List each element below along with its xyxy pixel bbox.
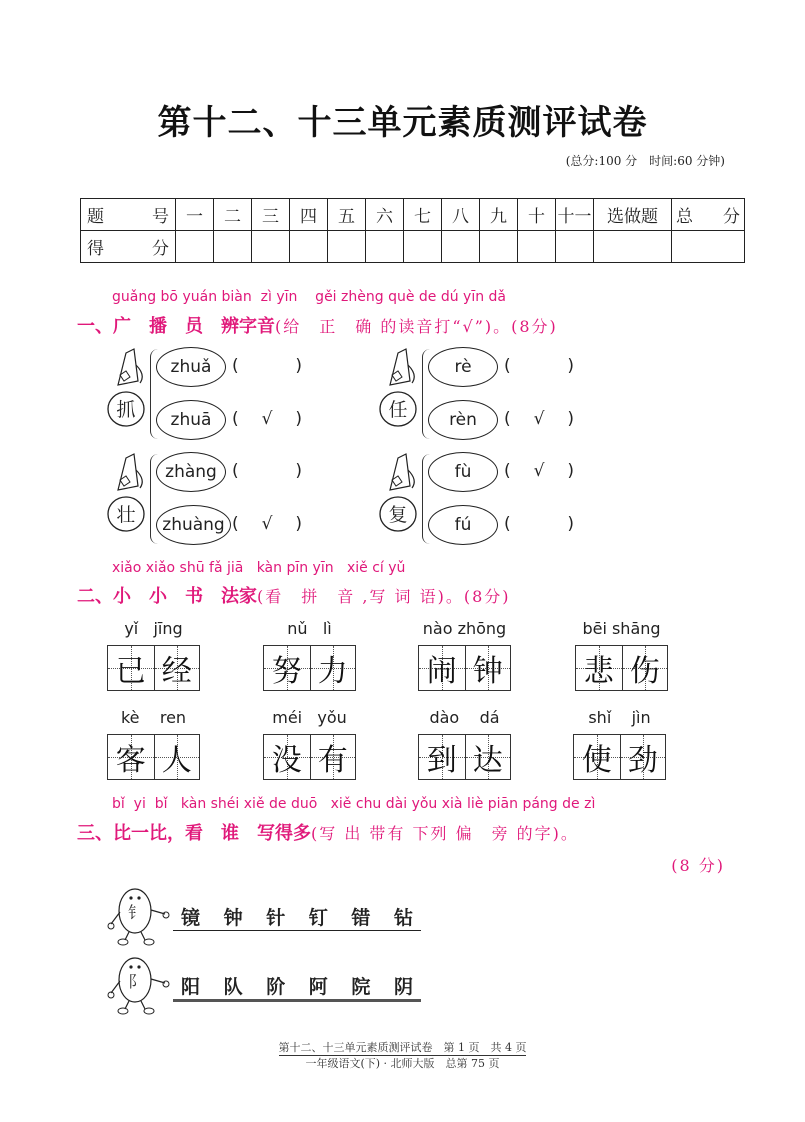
pronunciation-group (376, 345, 576, 445)
score-cell[interactable] (214, 231, 252, 263)
section1-heading (77, 312, 558, 338)
pronunciation-group (104, 450, 304, 550)
pronunciation-group (376, 450, 576, 550)
col-3: 三 (252, 199, 290, 231)
word-pinyin: nǔ lì (287, 619, 332, 638)
section2-pinyin: xiǎo xiǎo shū fǎ jiā kàn pīn yīn xiě cí yǔ (112, 560, 406, 576)
pronunciation-group (104, 345, 304, 445)
writing-grid[interactable]: 努 力 (263, 645, 356, 691)
loudspeaker-icon (376, 450, 424, 540)
word-pinyin: bēi shāng (582, 619, 661, 638)
pinyin-option: zhuǎ (156, 347, 226, 387)
score-cell[interactable] (366, 231, 404, 263)
svg-text:阝: 阝 (127, 972, 145, 991)
score-cell[interactable] (404, 231, 442, 263)
writing-grid[interactable]: 没 有 (263, 734, 356, 780)
score-cell[interactable] (442, 231, 480, 263)
svg-text:任: 任 (388, 399, 408, 421)
word-pinyin: kè ren (120, 708, 187, 727)
score-cell[interactable] (328, 231, 366, 263)
answer-blank[interactable]: ( ) (504, 356, 574, 376)
page-title: 第十二、十三单元素质测评试卷 (157, 103, 648, 143)
col-4: 四 (290, 199, 328, 231)
writing-grid[interactable]: 客 人 (107, 734, 200, 780)
section2-label: 二、小 小 书 法家 (77, 586, 257, 607)
section1-label: 一、广 播 员 辨字音 (77, 316, 275, 337)
score-cell[interactable] (290, 231, 328, 263)
pinyin-option: zhàng (156, 452, 226, 492)
score-cell[interactable] (480, 231, 518, 263)
writing-grid[interactable]: 闹 钟 (418, 645, 511, 691)
col-8: 八 (442, 199, 480, 231)
loudspeaker-icon (104, 345, 152, 435)
writing-grid[interactable]: 已 经 (107, 645, 200, 691)
answer-blank[interactable]: ( √ ) (504, 461, 574, 481)
word-pinyin: nào zhōng (422, 619, 507, 638)
footer-book-info: 一年级语文(下) · 北师大版 总第 75 页 (305, 1057, 500, 1070)
answer-blank[interactable]: ( √ ) (232, 409, 302, 429)
pinyin-option: fú (428, 505, 498, 545)
svg-text:抓: 抓 (116, 399, 136, 421)
word-pinyin: méi yǒu (272, 708, 347, 727)
score-label: 得 分 (81, 231, 176, 263)
answer-blank[interactable]: ( ) (232, 356, 302, 376)
section2-instruction: (看 拼 音 ,写 词 语)。(8分) (257, 587, 511, 606)
score-cell[interactable] (176, 231, 214, 263)
pinyin-option: rè (428, 347, 498, 387)
section2-heading (77, 582, 511, 608)
score-cell[interactable] (518, 231, 556, 263)
pinyin-option: zhuā (156, 400, 226, 440)
pinyin-option: fù (428, 452, 498, 492)
col-total: 总 分 (672, 199, 745, 231)
answer-blank[interactable]: ( √ ) (504, 409, 574, 429)
score-table-header-row (81, 199, 745, 231)
footer-page-info: 第十二、十三单元素质测评试卷 第 1 页 共 4 页 (278, 1041, 527, 1054)
writing-grid[interactable]: 使 劲 (573, 734, 666, 780)
col-11: 十一 (556, 199, 594, 231)
col-9: 九 (480, 199, 518, 231)
loudspeaker-icon (376, 345, 424, 435)
section1-instruction: (给 正 确 的读音打“√”)。(8分) (275, 317, 558, 336)
col-2: 二 (214, 199, 252, 231)
radical-answer-row[interactable]: 阳 队 阶 阿 院 阴 (173, 972, 421, 1002)
score-cell[interactable] (252, 231, 290, 263)
word-pinyin: yǐ jīng (124, 619, 183, 638)
col-6: 六 (366, 199, 404, 231)
loudspeaker-icon (104, 450, 152, 540)
section3-label: 三、比一比，看 谁 写得多 (77, 823, 311, 844)
score-table-score-row (81, 231, 745, 263)
col-optional: 选做题 (594, 199, 672, 231)
word-pinyin: dào dá (429, 708, 500, 727)
svg-text:壮: 壮 (116, 504, 136, 526)
score-cell-optional[interactable] (594, 231, 672, 263)
egg-character-icon (105, 953, 175, 1015)
answer-blank[interactable]: ( ) (232, 461, 302, 481)
score-cell-total[interactable] (672, 231, 745, 263)
writing-grid[interactable]: 到 达 (418, 734, 511, 780)
score-table (80, 198, 745, 263)
radical-answer-row[interactable]: 镜 钟 针 钉 错 钻 (173, 903, 421, 931)
section1-pinyin: guǎng bō yuán biàn zì yīn gěi zhèng què de dú yīn dǎ (112, 289, 507, 305)
col-7: 七 (404, 199, 442, 231)
pinyin-option: zhuàng (156, 505, 231, 545)
header-label: 题 号 (81, 199, 176, 231)
col-1: 一 (176, 199, 214, 231)
col-10: 十 (518, 199, 556, 231)
svg-text:复: 复 (388, 504, 408, 526)
score-cell[interactable] (556, 231, 594, 263)
word-pinyin: shǐ jìn (588, 708, 651, 727)
exam-info: (总分:100 分 时间:60 分钟) (565, 154, 725, 168)
section3-instruction: (写 出 带有 下列 偏 旁 的字)。 (311, 824, 579, 843)
section3-pinyin: bǐ yi bǐ kàn shéi xiě de duō xiě chu dài yǒu xià liè piān páng de zì (112, 796, 596, 812)
section3-heading (77, 819, 579, 845)
answer-blank[interactable]: ( √ ) (232, 514, 302, 534)
svg-text:钅: 钅 (127, 903, 145, 922)
egg-character-icon (105, 884, 175, 946)
writing-grid[interactable]: 悲 伤 (575, 645, 668, 691)
section3-points: (8 分) (671, 856, 725, 875)
answer-blank[interactable]: ( ) (504, 514, 574, 534)
pinyin-option: rèn (428, 400, 498, 440)
col-5: 五 (328, 199, 366, 231)
